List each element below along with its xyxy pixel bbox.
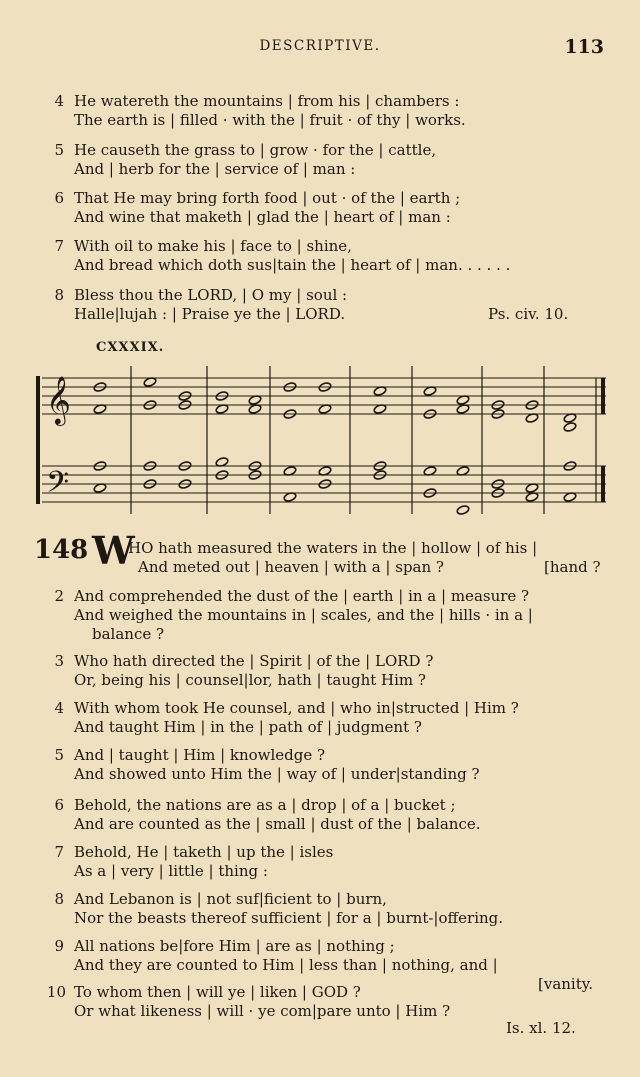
verse-line: And | herb for the | service of | man : [74,160,356,178]
verse-number: 7 [54,237,64,255]
verse-number: 3 [54,652,64,670]
verse-number: 5 [54,141,64,159]
hymn-number: 148 [34,535,89,565]
chant-label: CXXXIX. [96,340,165,355]
verse-number: 7 [54,843,64,861]
drop-cap: W [92,528,135,573]
verse-number: 5 [54,746,64,764]
verse-line: Or, being his | counsel|lor, hath | taught Him ? [74,671,426,689]
scripture-reference: Is. xl. 12. [506,1019,576,1037]
verse-line: And weighed the mountains in | scales, and the | hills · in a | [74,606,533,624]
treble-clef-icon: 𝄞 [46,375,71,424]
verse-line: All nations be|fore Him | are as | nothing ; [74,937,395,955]
verse-number: 9 [54,937,64,955]
verse-line: Behold, the nations are as a | drop | of a | bucket ; [74,796,456,814]
verse-number: 4 [54,92,64,110]
verse-line: HO hath measured the waters in the | hollow | of his | [128,539,538,557]
chant-score [0,0,640,530]
verse-line: With whom took He counsel, and | who in|structed | Him ? [74,699,519,717]
bass-notes [93,457,577,516]
verse-line: With oil to make his | face to | shine, [74,237,352,255]
verse-number: 8 [54,286,64,304]
verse-line: And taught Him | in the | path of | judgment ? [74,718,422,736]
verse-line: Bless thou the LORD, | O my | soul : [74,286,348,304]
verse-line: And Lebanon is | not suf|ficient to | burn, [74,890,387,908]
bar-lines [131,366,596,514]
verse-number: 10 [46,983,66,1001]
verse-line: Or what likeness | will · ye com|pare unto | Him ? [74,1002,451,1020]
final-barline [601,378,605,414]
bass-staff [42,466,606,502]
verse-line: As a | very | little | thing : [74,862,268,880]
verse-line: He causeth the grass to | grow · for the | cattle, [74,141,437,159]
carry-over-word: [vanity. [538,975,594,993]
verse-line: And wine that maketh | glad the | heart of | man : [74,208,451,226]
verse-line: That He may bring forth food | out · of the | earth ; [74,189,461,207]
verse-line: Who hath directed the | Spirit | of the | LORD ? [74,652,434,670]
verse-line: To whom then | will ye | liken | GOD ? [74,983,361,1001]
page-number: 113 [564,36,604,58]
verse-line: Halle|lujah : | Praise ye the | LORD. [74,305,346,323]
verse-line: And are counted as the | small | dust of the | balance. [74,815,481,833]
final-barline [601,466,605,502]
verse-number: 2 [54,587,64,605]
verse-line: Nor the beasts thereof sufficient | for a | burnt-|offering. [74,909,504,927]
bass-clef-icon: 𝄢 [46,466,70,507]
verse-line: He watereth the mountains | from his | chambers : [74,92,460,110]
verse-line: And meted out | heaven | with a | span ? [138,558,444,576]
verse-line: Behold, He | taketh | up the | isles [74,843,334,861]
verse-line: And bread which doth sus|tain the | heart of | man. . . . . . [74,256,511,274]
running-head: DESCRIPTIVE. [259,38,381,54]
verse-line: And they are counted to Him | less than | nothing, and | [74,956,498,974]
verse-number: 6 [54,189,64,207]
system-brace [36,376,40,504]
scripture-reference: Ps. civ. 10. [488,305,569,323]
verse-line: And showed unto Him the | way of | under|standing ? [74,765,480,783]
verse-line: balance ? [92,625,165,643]
verse-number: 4 [54,699,64,717]
carry-over-word: [hand ? [544,558,601,576]
verse-number: 6 [54,796,64,814]
verse-line: And comprehended the dust of the | earth | in a | measure ? [74,587,530,605]
verse-line: And | taught | Him | knowledge ? [74,746,326,764]
verse-number: 8 [54,890,64,908]
verse-line: The earth is | filled · with the | fruit · of thy | works. [74,111,466,129]
